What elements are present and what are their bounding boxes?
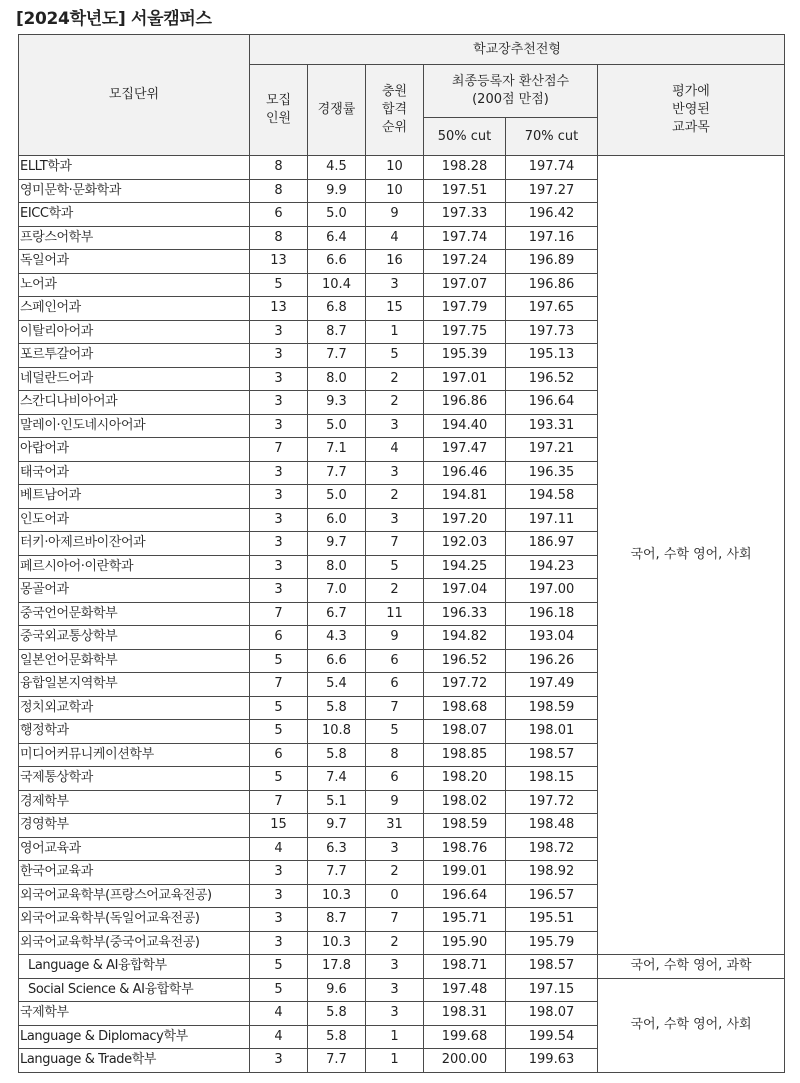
ratio-cell: 5.8 [308,743,366,767]
cut70-cell: 193.31 [506,414,598,438]
header-subjects: 평가에 반영된 교과목 [598,65,785,156]
cut70-cell: 195.51 [506,908,598,932]
quota-cell: 3 [250,344,308,368]
ratio-cell: 10.3 [308,884,366,908]
cut50-cell: 197.75 [424,320,506,344]
ratio-cell: 6.7 [308,602,366,626]
unit-cell: 국제학부 [19,1002,250,1026]
cut50-cell: 198.28 [424,156,506,180]
unit-cell: Language & Trade학부 [19,1049,250,1073]
table-row [19,156,785,180]
header-unit: 모집단위 [19,35,250,156]
waitlist-rank-cell: 5 [366,720,424,744]
cut50-cell: 198.02 [424,790,506,814]
cut70-cell: 197.72 [506,790,598,814]
waitlist-rank-cell: 0 [366,884,424,908]
quota-cell: 5 [250,273,308,297]
unit-cell: 외국어교육학부(중국어교육전공) [19,931,250,955]
cut70-cell: 197.65 [506,297,598,321]
waitlist-rank-cell: 3 [366,508,424,532]
quota-cell: 7 [250,602,308,626]
unit-cell: 포르투갈어과 [19,344,250,368]
cut50-cell: 197.51 [424,179,506,203]
quota-cell: 3 [250,461,308,485]
unit-cell: 몽골어과 [19,579,250,603]
waitlist-rank-cell: 7 [366,532,424,556]
ratio-cell: 10.3 [308,931,366,955]
cut50-cell: 196.46 [424,461,506,485]
cut70-cell: 196.18 [506,602,598,626]
cut70-cell: 198.92 [506,861,598,885]
unit-cell: 한국어교육과 [19,861,250,885]
cut50-cell: 196.86 [424,391,506,415]
cut70-cell: 197.16 [506,226,598,250]
cut50-cell: 200.00 [424,1049,506,1073]
subjects-cell: 국어, 수학 영어, 과학 [598,955,785,979]
waitlist-rank-cell: 1 [366,1049,424,1073]
waitlist-rank-cell: 2 [366,931,424,955]
unit-cell: 스페인어과 [19,297,250,321]
waitlist-rank-cell: 9 [366,790,424,814]
unit-cell: 중국외교통상학부 [19,626,250,650]
unit-cell: 페르시아어·이란학과 [19,555,250,579]
quota-cell: 7 [250,438,308,462]
ratio-cell: 10.4 [308,273,366,297]
unit-cell: Language & Diplomacy학부 [19,1025,250,1049]
cut70-cell: 196.64 [506,391,598,415]
ratio-cell: 9.7 [308,814,366,838]
cut50-cell: 195.90 [424,931,506,955]
cut70-cell: 197.00 [506,579,598,603]
ratio-cell: 6.6 [308,649,366,673]
quota-cell: 3 [250,1049,308,1073]
ratio-cell: 8.7 [308,908,366,932]
waitlist-rank-cell: 6 [366,767,424,791]
quota-cell: 3 [250,320,308,344]
ratio-cell: 5.8 [308,696,366,720]
cut70-cell: 194.58 [506,485,598,509]
waitlist-rank-cell: 15 [366,297,424,321]
waitlist-rank-cell: 9 [366,626,424,650]
unit-cell: 이탈리아어과 [19,320,250,344]
ratio-cell: 7.1 [308,438,366,462]
cut50-cell: 198.71 [424,955,506,979]
unit-cell: 네덜란드어과 [19,367,250,391]
quota-cell: 6 [250,203,308,227]
ratio-cell: 4.5 [308,156,366,180]
quota-cell: 3 [250,532,308,556]
header-cut70: 70% cut [506,118,598,156]
cut70-cell: 198.72 [506,837,598,861]
quota-cell: 3 [250,414,308,438]
waitlist-rank-cell: 5 [366,344,424,368]
cut50-cell: 197.74 [424,226,506,250]
quota-cell: 3 [250,555,308,579]
cut50-cell: 195.39 [424,344,506,368]
subjects-cell: 국어, 수학 영어, 사회 [598,978,785,1072]
quota-cell: 5 [250,649,308,673]
waitlist-rank-cell: 3 [366,978,424,1002]
cut50-cell: 198.68 [424,696,506,720]
quota-cell: 4 [250,1002,308,1026]
cut70-cell: 197.15 [506,978,598,1002]
cut70-cell: 196.86 [506,273,598,297]
ratio-cell: 9.9 [308,179,366,203]
unit-cell: Language & AI융합학부 [19,955,250,979]
cut70-cell: 197.74 [506,156,598,180]
waitlist-rank-cell: 4 [366,438,424,462]
waitlist-rank-cell: 3 [366,955,424,979]
cut50-cell: 197.72 [424,673,506,697]
unit-cell: EICC학과 [19,203,250,227]
unit-cell: 경제학부 [19,790,250,814]
waitlist-rank-cell: 7 [366,696,424,720]
header-ratio: 경쟁률 [308,65,366,156]
cut70-cell: 195.79 [506,931,598,955]
cut50-cell: 197.04 [424,579,506,603]
ratio-cell: 7.7 [308,861,366,885]
cut70-cell: 198.07 [506,1002,598,1026]
quota-cell: 4 [250,1025,308,1049]
ratio-cell: 7.0 [308,579,366,603]
quota-cell: 3 [250,391,308,415]
ratio-cell: 8.0 [308,367,366,391]
waitlist-rank-cell: 2 [366,579,424,603]
waitlist-rank-cell: 11 [366,602,424,626]
quota-cell: 5 [250,978,308,1002]
cut50-cell: 192.03 [424,532,506,556]
cut50-cell: 194.82 [424,626,506,650]
quota-cell: 7 [250,673,308,697]
quota-cell: 8 [250,156,308,180]
unit-cell: 행정학과 [19,720,250,744]
cut70-cell: 198.15 [506,767,598,791]
cut70-cell: 196.57 [506,884,598,908]
cut70-cell: 197.11 [506,508,598,532]
ratio-cell: 5.8 [308,1002,366,1026]
quota-cell: 3 [250,884,308,908]
table-row [19,955,785,979]
unit-cell: 태국어과 [19,461,250,485]
quota-cell: 5 [250,767,308,791]
ratio-cell: 6.8 [308,297,366,321]
unit-cell: 경영학부 [19,814,250,838]
ratio-cell: 5.4 [308,673,366,697]
cut50-cell: 197.33 [424,203,506,227]
ratio-cell: 6.3 [308,837,366,861]
ratio-cell: 7.7 [308,344,366,368]
ratio-cell: 8.7 [308,320,366,344]
waitlist-rank-cell: 31 [366,814,424,838]
waitlist-rank-cell: 2 [366,367,424,391]
quota-cell: 4 [250,837,308,861]
cut50-cell: 198.20 [424,767,506,791]
unit-cell: Social Science & AI융합학부 [19,978,250,1002]
ratio-cell: 7.7 [308,461,366,485]
unit-cell: ELLT학과 [19,156,250,180]
cut50-cell: 197.24 [424,250,506,274]
cut50-cell: 195.71 [424,908,506,932]
quota-cell: 15 [250,814,308,838]
unit-cell: 외국어교육학부(프랑스어교육전공) [19,884,250,908]
unit-cell: 베트남어과 [19,485,250,509]
admission-results-table [18,34,785,1073]
cut70-cell: 186.97 [506,532,598,556]
waitlist-rank-cell: 3 [366,414,424,438]
waitlist-rank-cell: 1 [366,1025,424,1049]
quota-cell: 13 [250,297,308,321]
unit-cell: 외국어교육학부(독일어교육전공) [19,908,250,932]
unit-cell: 스칸디나비아어과 [19,391,250,415]
ratio-cell: 10.8 [308,720,366,744]
header-group: 학교장추천전형 [250,35,785,65]
quota-cell: 3 [250,367,308,391]
ratio-cell: 17.8 [308,955,366,979]
waitlist-rank-cell: 3 [366,837,424,861]
cut50-cell: 197.07 [424,273,506,297]
cut50-cell: 194.25 [424,555,506,579]
waitlist-rank-cell: 2 [366,391,424,415]
cut70-cell: 195.13 [506,344,598,368]
waitlist-rank-cell: 3 [366,461,424,485]
waitlist-rank-cell: 5 [366,555,424,579]
unit-cell: 터키·아제르바이잔어과 [19,532,250,556]
ratio-cell: 5.0 [308,485,366,509]
waitlist-rank-cell: 3 [366,1002,424,1026]
cut50-cell: 197.48 [424,978,506,1002]
waitlist-rank-cell: 7 [366,908,424,932]
waitlist-rank-cell: 6 [366,673,424,697]
unit-cell: 국제통상학과 [19,767,250,791]
cut70-cell: 197.49 [506,673,598,697]
quota-cell: 7 [250,790,308,814]
waitlist-rank-cell: 8 [366,743,424,767]
cut50-cell: 199.01 [424,861,506,885]
cut50-cell: 196.64 [424,884,506,908]
waitlist-rank-cell: 3 [366,273,424,297]
cut70-cell: 196.89 [506,250,598,274]
cut70-cell: 198.57 [506,743,598,767]
waitlist-rank-cell: 9 [366,203,424,227]
ratio-cell: 5.0 [308,414,366,438]
ratio-cell: 7.4 [308,767,366,791]
cut70-cell: 199.54 [506,1025,598,1049]
unit-cell: 융합일본지역학부 [19,673,250,697]
ratio-cell: 5.8 [308,1025,366,1049]
ratio-cell: 5.1 [308,790,366,814]
cut50-cell: 194.40 [424,414,506,438]
cut50-cell: 198.07 [424,720,506,744]
unit-cell: 영미문학·문화학과 [19,179,250,203]
cut70-cell: 199.63 [506,1049,598,1073]
quota-cell: 3 [250,579,308,603]
cut70-cell: 196.26 [506,649,598,673]
quota-cell: 3 [250,931,308,955]
cut50-cell: 199.68 [424,1025,506,1049]
unit-cell: 아랍어과 [19,438,250,462]
ratio-cell: 6.6 [308,250,366,274]
ratio-cell: 8.0 [308,555,366,579]
page-title: [2024학년도] 서울캠퍼스 [16,9,212,29]
cut70-cell: 198.01 [506,720,598,744]
ratio-cell: 6.0 [308,508,366,532]
header-waitlist: 충원 합격 순위 [366,65,424,156]
quota-cell: 13 [250,250,308,274]
cut50-cell: 196.52 [424,649,506,673]
waitlist-rank-cell: 10 [366,156,424,180]
quota-cell: 3 [250,508,308,532]
ratio-cell: 4.3 [308,626,366,650]
ratio-cell: 5.0 [308,203,366,227]
waitlist-rank-cell: 1 [366,320,424,344]
quota-cell: 8 [250,226,308,250]
waitlist-rank-cell: 2 [366,485,424,509]
header-score: 최종등록자 환산점수 (200점 만점) [424,65,598,118]
cut50-cell: 198.59 [424,814,506,838]
cut50-cell: 197.79 [424,297,506,321]
cut70-cell: 197.27 [506,179,598,203]
quota-cell: 6 [250,626,308,650]
ratio-cell: 7.7 [308,1049,366,1073]
quota-cell: 3 [250,908,308,932]
cut50-cell: 198.85 [424,743,506,767]
quota-cell: 3 [250,861,308,885]
waitlist-rank-cell: 4 [366,226,424,250]
cut70-cell: 198.57 [506,955,598,979]
cut70-cell: 196.42 [506,203,598,227]
cut70-cell: 197.73 [506,320,598,344]
unit-cell: 중국언어문화학부 [19,602,250,626]
waitlist-rank-cell: 10 [366,179,424,203]
quota-cell: 3 [250,485,308,509]
unit-cell: 일본언어문화학부 [19,649,250,673]
cut50-cell: 197.20 [424,508,506,532]
ratio-cell: 9.6 [308,978,366,1002]
quota-cell: 8 [250,179,308,203]
cut50-cell: 197.47 [424,438,506,462]
cut50-cell: 196.33 [424,602,506,626]
table-row [19,978,785,1002]
quota-cell: 5 [250,720,308,744]
cut50-cell: 197.01 [424,367,506,391]
cut70-cell: 196.35 [506,461,598,485]
unit-cell: 미디어커뮤니케이션학부 [19,743,250,767]
quota-cell: 5 [250,955,308,979]
unit-cell: 프랑스어학부 [19,226,250,250]
cut70-cell: 193.04 [506,626,598,650]
cut70-cell: 198.48 [506,814,598,838]
cut70-cell: 198.59 [506,696,598,720]
subjects-cell: 국어, 수학 영어, 사회 [598,156,785,955]
cut50-cell: 198.76 [424,837,506,861]
header-quota: 모집 인원 [250,65,308,156]
waitlist-rank-cell: 16 [366,250,424,274]
header-cut50: 50% cut [424,118,506,156]
cut70-cell: 194.23 [506,555,598,579]
waitlist-rank-cell: 2 [366,861,424,885]
unit-cell: 인도어과 [19,508,250,532]
ratio-cell: 9.7 [308,532,366,556]
unit-cell: 노어과 [19,273,250,297]
ratio-cell: 6.4 [308,226,366,250]
cut50-cell: 194.81 [424,485,506,509]
ratio-cell: 9.3 [308,391,366,415]
quota-cell: 5 [250,696,308,720]
cut70-cell: 196.52 [506,367,598,391]
unit-cell: 정치외교학과 [19,696,250,720]
unit-cell: 독일어과 [19,250,250,274]
cut70-cell: 197.21 [506,438,598,462]
unit-cell: 말레이·인도네시아어과 [19,414,250,438]
cut50-cell: 198.31 [424,1002,506,1026]
waitlist-rank-cell: 6 [366,649,424,673]
unit-cell: 영어교육과 [19,837,250,861]
quota-cell: 6 [250,743,308,767]
